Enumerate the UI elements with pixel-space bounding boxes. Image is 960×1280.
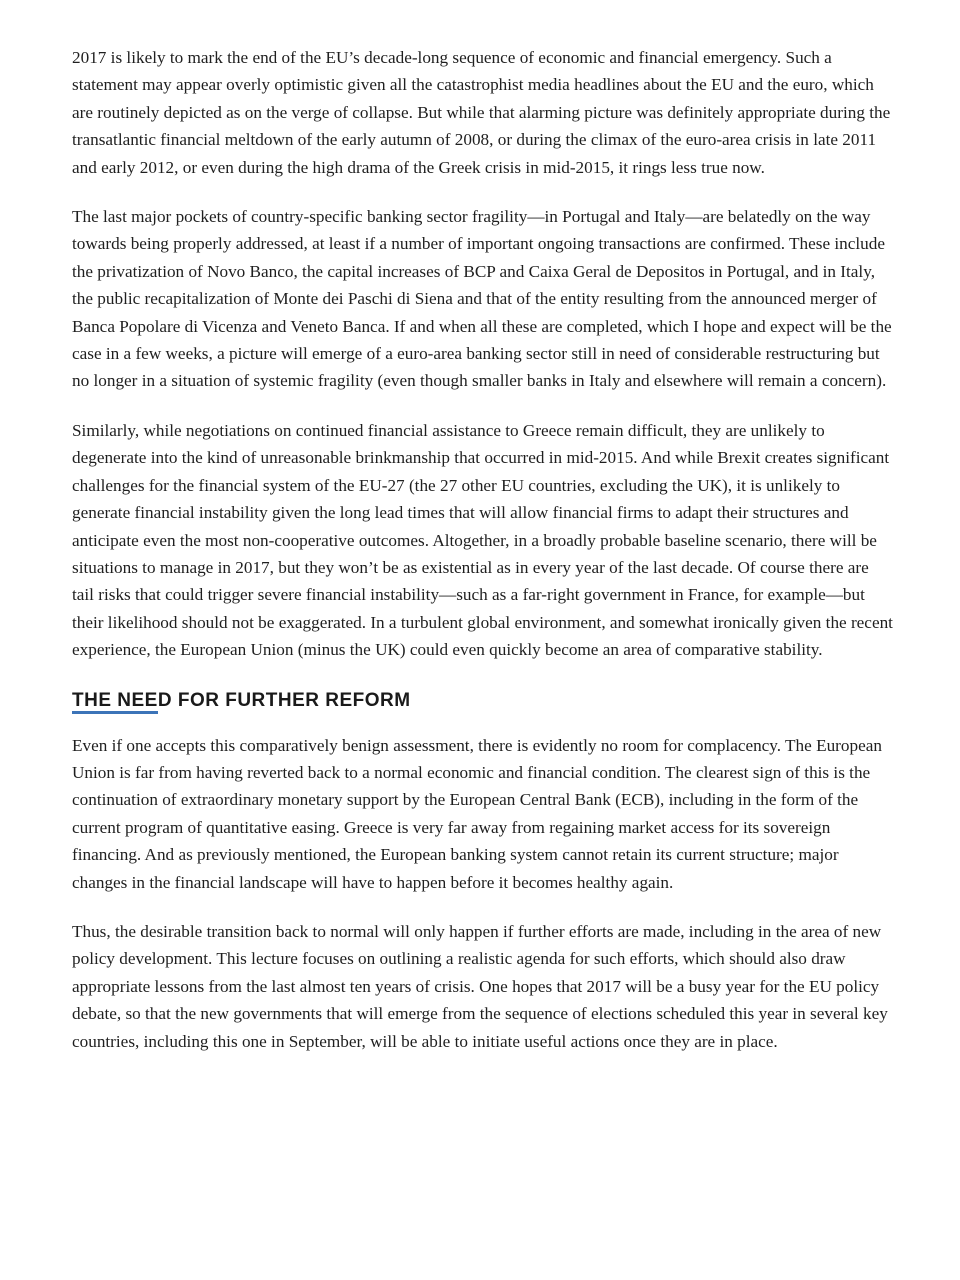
section-heading-text: THE NEED FOR FURTHER REFORM — [72, 689, 411, 711]
paragraph-banking-fragility: The last major pockets of country-specific banking sector fragility—in Portugal and Italy—are belatedly on the way towards being properly addressed, at least if a number of important ongoing transactions are confirmed. These include the privatization of Novo Banco, the capital increases of BCP and Caixa Geral de Depositos in Portugal, and in Italy, the public recapitalization of Monte dei Paschi di Siena and that of the entity resulting from the announced merger of Banca Popolare di Vicenza and Veneto Banca. If and when all these are completed, which I hope and expect will be the case in a few weeks, a picture will emerge of a euro-area banking sector still in need of considerable restructuring but no longer in a situation of systemic fragility (even though smaller banks in Italy and elsewhere will remain a concern). — [72, 207, 892, 391]
paragraph-greece-brexit: Similarly, while negotiations on continued financial assistance to Greece remain difficult, they are unlikely to degenerate into the kind of unreasonable brinkmanship that occurred in mid-2015. And while Brexit creates significant challenges for the financial system of the EU-27 (the 27 other EU countries, excluding the UK), it is unlikely to generate financial instability given the long lead times that will allow financial firms to adapt their structures and anticipate even the most non-cooperative outcomes. Altogether, in a broadly probable baseline scenario, there will be situations to manage in 2017, but they won’t be as existential as in every year of the last decade. Of course there are tail risks that could trigger severe financial instability—such as a far-right government in France, for example—but their likelihood should not be exaggerated. In a turbulent global environment, and somewhat ironically given the recent experience, the European Union (minus the UK) could even quickly become an area of comparative stability. — [72, 420, 893, 660]
paragraph-intro: 2017 is likely to mark the end of the EU’s decade-long sequence of economic and financial emergency. Such a statement may appear overly optimistic given all the catastrophist media headlines about the EU and the euro, which are routinely depicted as on the verge of collapse. But while that alarming picture was definitely appropriate during the transatlantic financial meltdown of the early autumn of 2008, or during the climax of the euro-area crisis in late 2011 and early 2012, or even during the high drama of the Greek crisis in mid-2015, it rings less true now. — [72, 48, 891, 177]
paragraph-transition: Thus, the desirable transition back to normal will only happen if further efforts are made, including in the area of new policy development. This lecture focuses on outlining a realistic agenda for such efforts, which should also draw appropriate lessons from the last almost ten years of crisis. One hopes that 2017 will be a busy year for the EU policy debate, so that the new governments that will emerge from the sequence of elections scheduled this year in several key countries, including this one in September, will be able to initiate useful actions once they are in place. — [72, 921, 888, 1051]
article-body — [72, 44, 894, 1077]
heading-accent-underline — [72, 711, 158, 714]
section-heading — [72, 686, 894, 716]
paragraph-no-complacency: Even if one accepts this comparatively benign assessment, there is evidently no room for complacency. The European Union is far from having reverted back to a normal economic and financial condition. The clearest sign of this is the continuation of extraordinary monetary support by the European Central Bank (ECB), including in the form of the current program of quantitative easing. Greece is very far away from regaining market access for its sovereign financing. And as previously mentioned, the European banking system cannot retain its current structure; major changes in the financial landscape will have to happen before it becomes healthy again. — [72, 735, 882, 892]
